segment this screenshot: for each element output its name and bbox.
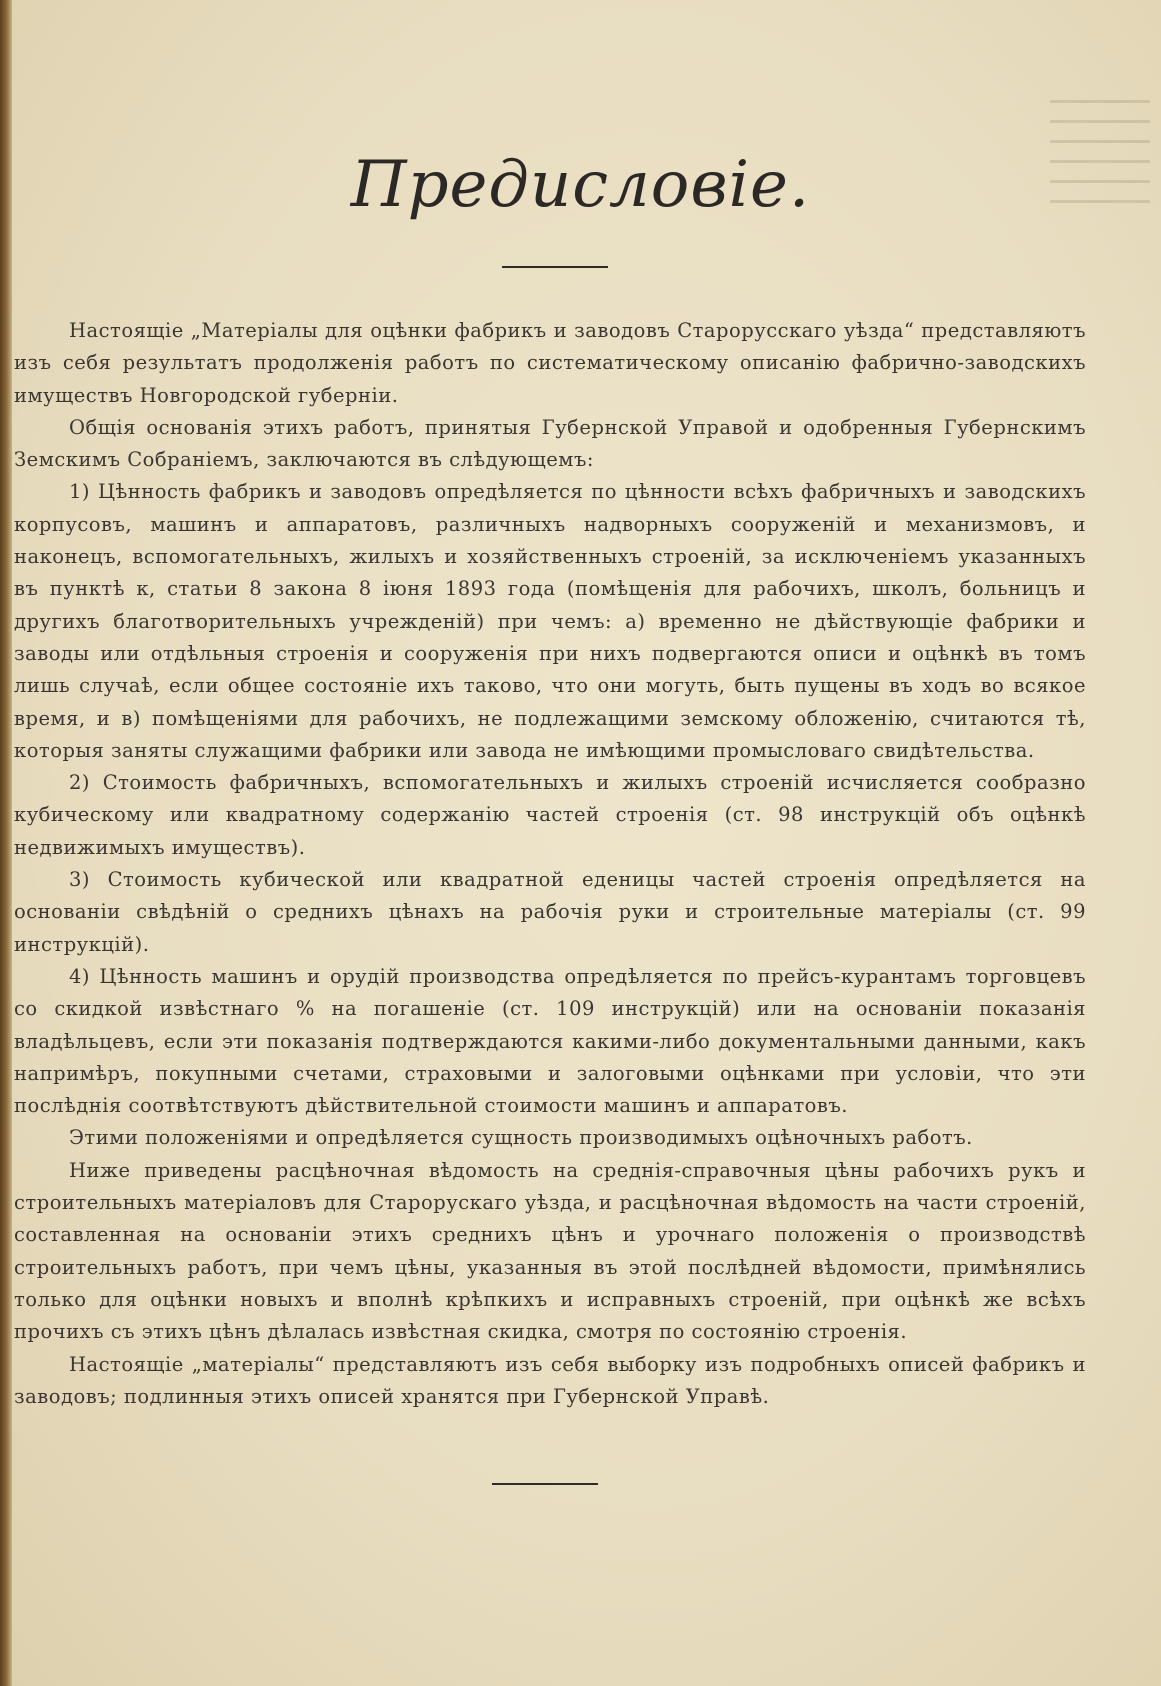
paragraph-closing: Настоящіе „матеріалы“ представляютъ изъ себя выборку изъ подробныхъ описей фабрикъ и заводовъ; подлинныя этихъ описей хранятся при Губернской Управѣ. (14, 1352, 1086, 1408)
paragraph-point-3: 3) Стоимость кубической или квадратной еденицы частей строенія опредѣляется на основаніи свѣдѣній о среднихъ цѣнахъ на рабочія руки и строительные матеріалы (ст. 99 инструкцій). (14, 868, 1086, 956)
paragraph-general-basis: Общія основанія этихъ работъ, принятыя Губернской Управой и одобренныя Губернскимъ Земскимъ Собраніемъ, заключаются въ слѣдующемъ: (14, 415, 1086, 472)
end-divider (492, 1483, 598, 1485)
paragraph-point-1: 1) Цѣнность фабрикъ и заводовъ опредѣляется по цѣнности всѣхъ фабричныхъ и заводскихъ корпусовъ, машинъ и аппаратовъ, различныхъ надворныхъ сооруженій и механизмовъ, и наконецъ, вспомогательныхъ, жилыхъ и хозяйственныхъ строеній, за исключеніемъ указанныхъ въ пунктѣ к, статьи 8 закона 8 іюня 1893 года (помѣщенія для рабочихъ, школъ, больницъ и другихъ благотворительныхъ учрежденій) при чемъ: а) временно не дѣйствующіе фабрики и заводы или отдѣльныя строенія и сооруженія при нихъ подвергаются описи и оцѣнкѣ въ томъ лишь случаѣ, если общее состояніе ихъ таково, что они могуть, быть пущены въ ходъ во всякое время, и в) помѣщеніями для рабочихъ, не подлежащими земскому обложенію, считаются тѣ, которыя заняты служащими фабрики или завода не имѣющими промысловаго свидѣтельства. (14, 480, 1086, 762)
paragraph-price-lists: Ниже приведены расцѣночная вѣдомость на среднія-справочныя цѣны рабочихъ рукъ и строительныхъ матеріаловъ для Старорускаго уѣзда, и расцѣночная вѣдомость на части строеній, составленная на основаніи этихъ среднихъ цѣнъ и урочнаго положенія о производствѣ строительныхъ работъ, при чемъ цѣны, указанныя въ этой послѣдней вѣдомости, примѣнялись только для оцѣнки новыхъ и вполнѣ крѣпкихъ и исправныхъ строеній, при оцѣнкѣ же всѣхъ прочихъ съ этихъ цѣнъ дѣлалась извѣстная скидка, смотря по состоянію строенія. (14, 1158, 1086, 1344)
title-divider (502, 266, 608, 268)
paragraph-intro: Настоящіе „Матеріалы для оцѣнки фабрикъ и заводовъ Старорусскаго уѣзда“ представляютъ изъ себя результатъ продолженія работъ по систематическому описанію фабрично-заводскихъ имуществъ Новгородской губерніи. (14, 319, 1086, 407)
paragraph-point-2: 2) Стоимость фабричныхъ, вспомогательныхъ и жилыхъ строеній исчисляется сообразно кубическому или квадратному содержанію частей строенія (ст. 98 инструкцій объ оцѣнкѣ недвижимыхъ имуществъ). (14, 771, 1086, 859)
paragraph-point-4: 4) Цѣнность машинъ и орудій производства опредѣляется по прейсъ-курантамъ торговцевъ со скидкой извѣстнаго % на погашеніе (ст. 109 инструкцій) или на основаніи показанія владѣльцевъ, если эти показанія подтверждаются какими-либо документальными данными, какъ напримѣръ, покупными счетами, страховыми и залоговыми оцѣнками при условіи, что эти послѣднія соотвѣтствуютъ дѣйствительной стоимости машинъ и аппаратовъ. (14, 964, 1086, 1118)
paragraph-essence: Этими положеніями и опредѣляется сущность производимыхъ оцѣночныхъ работъ. (69, 1126, 973, 1150)
page-title: Предисловіе. (350, 148, 811, 222)
preface-body (14, 315, 1086, 1413)
book-spine-shadow (0, 0, 12, 1686)
